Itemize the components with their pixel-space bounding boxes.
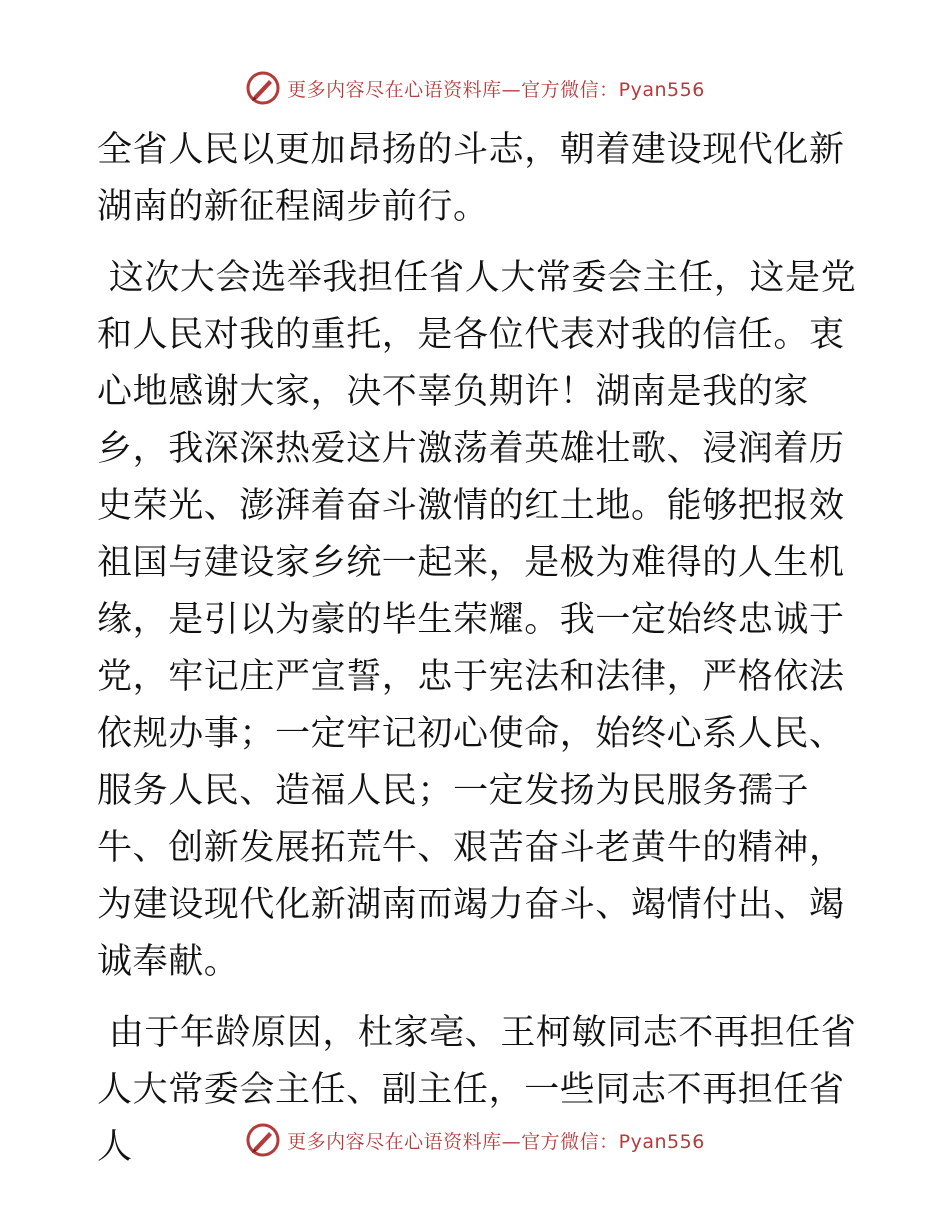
pen-logo-icon	[245, 70, 281, 106]
paragraph: 这次大会选举我担任省人大常委会主任，这是党和人民对我的重托，是各位代表对我的信任。衷心地感谢大家，决不辜负期许！湖南是我的家乡，我深深热爱这片激荡着英雄壮歌、浸润着历史荣光、澎湃着奋斗激情的红土地。能够把报效祖国与建设家乡统一起来，是极为难得的人生机缘，是引以为豪的毕生荣耀。我一定始终忠诚于党，牢记庄严宣誓，忠于宪法和法律，严格依法依规办事；一定牢记初心使命，始终心系人民、服务人民、造福人民；一定发扬为民服务孺子牛、创新发展拓荒牛、艰苦奋斗老黄牛的精神，为建设现代化新湖南而竭力奋斗、竭情付出、竭诚奉献。	[97, 258, 857, 982]
pen-logo-icon	[245, 1122, 281, 1158]
paragraph: 由于年龄原因，杜家亳、王柯敏同志不再担任省人大常委会主任、副主任，一些同志不再担任省人	[97, 1013, 857, 1167]
header-watermark	[0, 68, 950, 108]
footer-watermark	[0, 1120, 950, 1160]
watermark-text: 更多内容尽在心语资料库—官方微信：Pyan556	[287, 1130, 705, 1153]
document-body	[97, 122, 857, 1176]
watermark-text: 更多内容尽在心语资料库—官方微信：Pyan556	[287, 78, 705, 101]
paragraph: 全省人民以更加昂扬的斗志，朝着建设现代化新湖南的新征程阔步前行。	[97, 130, 845, 227]
